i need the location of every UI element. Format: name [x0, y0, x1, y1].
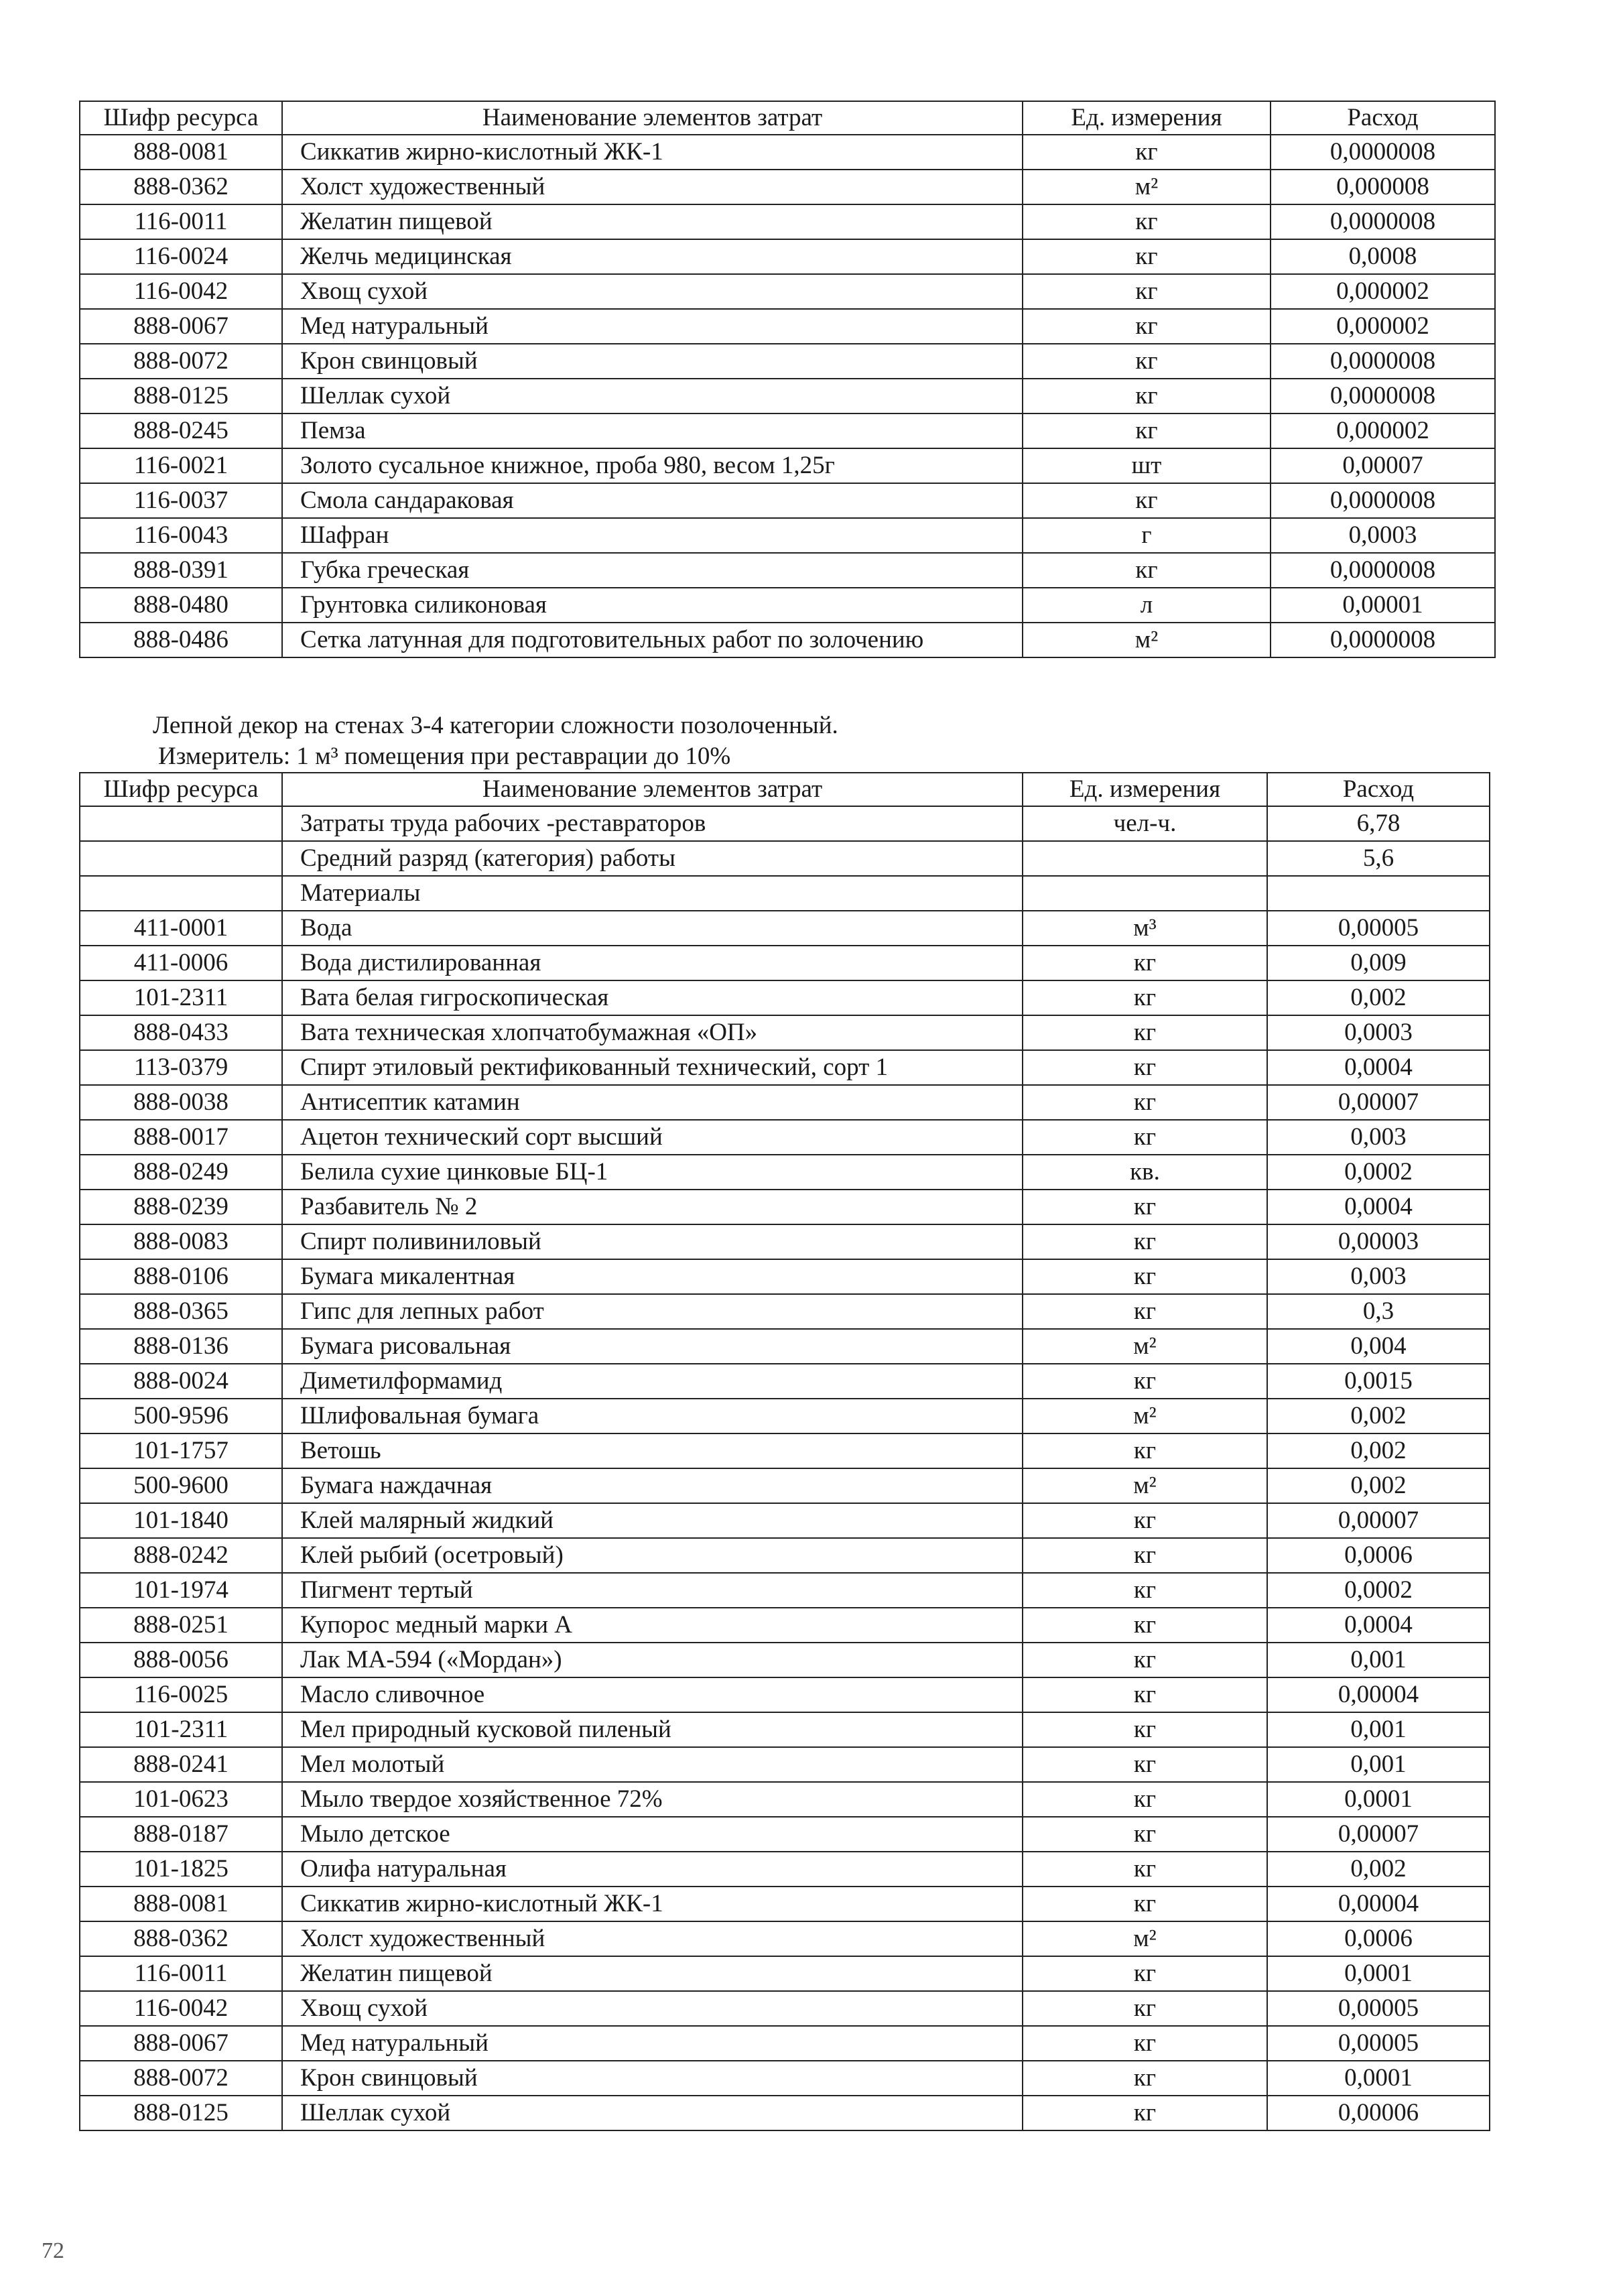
table-row	[80, 2096, 1490, 2130]
table-row	[80, 806, 1490, 841]
table-row	[80, 1433, 1490, 1468]
resource-name-cell: Желатин пищевой	[282, 204, 1023, 239]
amount-cell: 0,002	[1267, 1433, 1490, 1468]
resource-name-cell: Шеллак сухой	[282, 379, 1023, 413]
amount-cell: 0,0004	[1267, 1050, 1490, 1085]
table-row	[80, 344, 1495, 379]
table-row	[80, 1573, 1490, 1608]
table-row	[80, 623, 1495, 657]
resource-name-cell: Мыло твердое хозяйственное 72%	[282, 1782, 1023, 1817]
resource-code-cell: 411-0001	[80, 911, 282, 946]
resource-code-cell: 888-0067	[80, 309, 282, 344]
unit-cell: кг	[1023, 2026, 1267, 2061]
amount-cell: 0,00001	[1271, 588, 1495, 623]
unit-cell: шт	[1023, 448, 1271, 483]
page-number: 72	[42, 2238, 64, 2263]
amount-cell: 0,0006	[1267, 1921, 1490, 1956]
table-row	[80, 588, 1495, 623]
amount-cell: 0,0000008	[1271, 553, 1495, 588]
unit-cell: кг	[1023, 1782, 1267, 1817]
unit-cell: м²	[1023, 1468, 1267, 1503]
resource-code-cell: 116-0021	[80, 448, 282, 483]
table-row	[80, 1015, 1490, 1050]
resource-code-cell: 101-0623	[80, 1782, 282, 1817]
resource-code-cell: 888-0017	[80, 1120, 282, 1155]
resource-code-cell: 888-0067	[80, 2026, 282, 2061]
unit-cell: кг	[1023, 1887, 1267, 1921]
resource-name-cell: Клей рыбий (осетровый)	[282, 1538, 1023, 1573]
resource-code-cell: 888-0072	[80, 2061, 282, 2096]
resource-code-cell: 888-0251	[80, 1608, 282, 1643]
resource-code-cell: 101-1825	[80, 1852, 282, 1887]
amount-cell: 0,0015	[1267, 1364, 1490, 1399]
table-row	[80, 274, 1495, 309]
table-header-row	[80, 101, 1495, 135]
resource-table-1	[79, 101, 1496, 658]
table-row	[80, 1050, 1490, 1085]
header-unit: Ед. измерения	[1023, 773, 1267, 806]
unit-cell: кг	[1023, 1817, 1267, 1852]
header-unit: Ед. измерения	[1023, 101, 1271, 135]
resource-code-cell: 888-0136	[80, 1329, 282, 1364]
amount-cell: 0,3	[1267, 1294, 1490, 1329]
table-row	[80, 483, 1495, 518]
table-row	[80, 1712, 1490, 1747]
table-row	[80, 309, 1495, 344]
unit-cell: кг	[1023, 1085, 1267, 1120]
resource-name-cell: Белила сухие цинковые БЦ-1	[282, 1155, 1023, 1190]
resource-code-cell: 101-1840	[80, 1503, 282, 1538]
unit-cell: кг	[1023, 1190, 1267, 1224]
unit-cell: кг	[1023, 379, 1271, 413]
amount-cell: 0,002	[1267, 1468, 1490, 1503]
unit-cell: л	[1023, 588, 1271, 623]
table-row	[80, 1085, 1490, 1120]
resource-name-cell: Клей малярный жидкий	[282, 1503, 1023, 1538]
unit-cell: кг	[1023, 1364, 1267, 1399]
amount-cell: 0,0001	[1267, 1782, 1490, 1817]
unit-cell: м²	[1023, 1399, 1267, 1433]
unit-cell: кг	[1023, 946, 1267, 980]
resource-name-cell: Хвощ сухой	[282, 1991, 1023, 2026]
resource-name-cell: Олифа натуральная	[282, 1852, 1023, 1887]
resource-name-cell: Желатин пищевой	[282, 1956, 1023, 1991]
resource-name-cell: Антисептик катамин	[282, 1085, 1023, 1120]
table-row	[80, 1956, 1490, 1991]
amount-cell: 0,0008	[1271, 239, 1495, 274]
resource-name-cell: Холст художественный	[282, 170, 1023, 204]
resource-name-cell: Разбавитель № 2	[282, 1190, 1023, 1224]
amount-cell: 0,001	[1267, 1643, 1490, 1677]
resource-name-cell: Затраты труда рабочих -реставраторов	[282, 806, 1023, 841]
amount-cell: 0,000002	[1271, 413, 1495, 448]
unit-cell: кг	[1023, 1120, 1267, 1155]
resource-name-cell: Диметилформамид	[282, 1364, 1023, 1399]
resource-name-cell: Средний разряд (категория) работы	[282, 841, 1023, 876]
resource-table-2	[79, 772, 1490, 2131]
header-name: Наименование элементов затрат	[282, 773, 1023, 806]
resource-name-cell: Грунтовка силиконовая	[282, 588, 1023, 623]
amount-cell: 0,0004	[1267, 1190, 1490, 1224]
resource-code-cell: 888-0024	[80, 1364, 282, 1399]
table-row	[80, 1190, 1490, 1224]
resource-code-cell	[80, 841, 282, 876]
resource-code-cell: 888-0106	[80, 1259, 282, 1294]
table-row	[80, 1817, 1490, 1852]
amount-cell: 0,00007	[1267, 1503, 1490, 1538]
resource-code-cell: 888-0480	[80, 588, 282, 623]
unit-cell: кг	[1023, 1712, 1267, 1747]
resource-name-cell: Вата белая гигроскопическая	[282, 980, 1023, 1015]
table-2-body	[80, 806, 1490, 2130]
resource-name-cell: Бумага микалентная	[282, 1259, 1023, 1294]
table-row	[80, 1120, 1490, 1155]
unit-cell: кг	[1023, 1608, 1267, 1643]
amount-cell: 0,0003	[1267, 1015, 1490, 1050]
resource-code-cell: 888-0125	[80, 379, 282, 413]
table-row	[80, 1921, 1490, 1956]
resource-name-cell: Смола сандараковая	[282, 483, 1023, 518]
table-row	[80, 1608, 1490, 1643]
resource-code-cell: 888-0391	[80, 553, 282, 588]
resource-name-cell: Желчь медицинская	[282, 239, 1023, 274]
table-row	[80, 841, 1490, 876]
unit-cell: м²	[1023, 623, 1271, 657]
resource-code-cell: 116-0011	[80, 1956, 282, 1991]
section-caption: Лепной декор на стенах 3-4 категории сложности позолоченный.	[153, 712, 838, 739]
unit-cell: г	[1023, 518, 1271, 553]
amount-cell: 0,0000008	[1271, 344, 1495, 379]
resource-code-cell: 888-0038	[80, 1085, 282, 1120]
resource-code-cell: 888-0365	[80, 1294, 282, 1329]
resource-name-cell: Материалы	[282, 876, 1023, 911]
table-header-row	[80, 773, 1490, 806]
resource-code-cell: 888-0362	[80, 170, 282, 204]
unit-cell: кг	[1023, 1503, 1267, 1538]
unit-cell: кг	[1023, 1677, 1267, 1712]
unit-cell: кг	[1023, 1852, 1267, 1887]
amount-cell: 0,001	[1267, 1747, 1490, 1782]
resource-code-cell: 116-0042	[80, 274, 282, 309]
table-row	[80, 1468, 1490, 1503]
resource-name-cell: Мед натуральный	[282, 309, 1023, 344]
unit-cell: кг	[1023, 1224, 1267, 1259]
resource-name-cell: Гипс для лепных работ	[282, 1294, 1023, 1329]
table-row	[80, 876, 1490, 911]
header-amount: Расход	[1267, 773, 1490, 806]
resource-code-cell: 101-2311	[80, 980, 282, 1015]
resource-name-cell: Пемза	[282, 413, 1023, 448]
table-row	[80, 204, 1495, 239]
resource-name-cell: Шлифовальная бумага	[282, 1399, 1023, 1433]
unit-cell: кг	[1023, 1015, 1267, 1050]
resource-name-cell: Крон свинцовый	[282, 344, 1023, 379]
amount-cell: 5,6	[1267, 841, 1490, 876]
unit-cell: кг	[1023, 1433, 1267, 1468]
table-row	[80, 413, 1495, 448]
unit-cell: кг	[1023, 1294, 1267, 1329]
unit-cell: кг	[1023, 1643, 1267, 1677]
resource-name-cell: Губка греческая	[282, 553, 1023, 588]
unit-cell: кг	[1023, 1956, 1267, 1991]
unit-cell: кг	[1023, 135, 1271, 170]
table-row	[80, 1155, 1490, 1190]
unit-cell	[1023, 876, 1267, 911]
resource-code-cell: 888-0081	[80, 135, 282, 170]
resource-name-cell: Спирт поливиниловый	[282, 1224, 1023, 1259]
resource-name-cell: Сиккатив жирно-кислотный ЖК-1	[282, 135, 1023, 170]
resource-code-cell	[80, 806, 282, 841]
unit-cell: кг	[1023, 1747, 1267, 1782]
resource-name-cell: Сетка латунная для подготовительных работ по золочению	[282, 623, 1023, 657]
table-row	[80, 1259, 1490, 1294]
unit-cell: кг	[1023, 344, 1271, 379]
resource-code-cell: 888-0362	[80, 1921, 282, 1956]
resource-code-cell	[80, 876, 282, 911]
amount-cell: 0,0001	[1267, 2061, 1490, 2096]
resource-name-cell: Лак МА-594 («Мордан»)	[282, 1643, 1023, 1677]
unit-cell: кг	[1023, 309, 1271, 344]
table-row	[80, 553, 1495, 588]
amount-cell: 0,00005	[1267, 2026, 1490, 2061]
table-row	[80, 518, 1495, 553]
table-row	[80, 2026, 1490, 2061]
amount-cell: 0,0000008	[1271, 623, 1495, 657]
unit-cell: кг	[1023, 2096, 1267, 2130]
table-row	[80, 1329, 1490, 1364]
resource-name-cell: Бумага рисовальная	[282, 1329, 1023, 1364]
table-row	[80, 1782, 1490, 1817]
amount-cell: 0,0006	[1267, 1538, 1490, 1573]
resource-code-cell: 888-0083	[80, 1224, 282, 1259]
unit-cell: кг	[1023, 413, 1271, 448]
amount-cell: 0,00006	[1267, 2096, 1490, 2130]
amount-cell: 0,0004	[1267, 1608, 1490, 1643]
resource-code-cell: 888-0081	[80, 1887, 282, 1921]
amount-cell: 6,78	[1267, 806, 1490, 841]
table-row	[80, 1224, 1490, 1259]
measurement-unit-caption: Измеритель: 1 м³ помещения при реставрации до 10%	[158, 743, 731, 770]
unit-cell: кг	[1023, 553, 1271, 588]
resource-code-cell: 888-0239	[80, 1190, 282, 1224]
unit-cell: кг	[1023, 274, 1271, 309]
resource-code-cell: 888-0433	[80, 1015, 282, 1050]
resource-code-cell: 101-2311	[80, 1712, 282, 1747]
resource-code-cell: 116-0042	[80, 1991, 282, 2026]
amount-cell: 0,00005	[1267, 911, 1490, 946]
resource-name-cell: Вода	[282, 911, 1023, 946]
unit-cell: кг	[1023, 980, 1267, 1015]
resource-name-cell: Пигмент тертый	[282, 1573, 1023, 1608]
resource-name-cell: Шафран	[282, 518, 1023, 553]
unit-cell: кг	[1023, 1991, 1267, 2026]
table-row	[80, 946, 1490, 980]
resource-code-cell: 888-0241	[80, 1747, 282, 1782]
resource-code-cell: 101-1974	[80, 1573, 282, 1608]
resource-code-cell: 116-0024	[80, 239, 282, 274]
table-row	[80, 1991, 1490, 2026]
table-row	[80, 2061, 1490, 2096]
amount-cell: 0,009	[1267, 946, 1490, 980]
amount-cell: 0,001	[1267, 1712, 1490, 1747]
resource-code-cell: 888-0187	[80, 1817, 282, 1852]
table-row	[80, 239, 1495, 274]
resource-name-cell: Мел природный кусковой пиленый	[282, 1712, 1023, 1747]
resource-code-cell: 116-0025	[80, 1677, 282, 1712]
amount-cell: 0,0000008	[1271, 135, 1495, 170]
resource-code-cell: 113-0379	[80, 1050, 282, 1085]
unit-cell: кг	[1023, 1573, 1267, 1608]
resource-name-cell: Ацетон технический сорт высший	[282, 1120, 1023, 1155]
table-row	[80, 1294, 1490, 1329]
amount-cell: 0,000008	[1271, 170, 1495, 204]
resource-code-cell: 116-0043	[80, 518, 282, 553]
resource-code-cell: 888-0072	[80, 344, 282, 379]
resource-name-cell: Сиккатив жирно-кислотный ЖК-1	[282, 1887, 1023, 1921]
header-code: Шифр ресурса	[80, 101, 282, 135]
table-row	[80, 911, 1490, 946]
amount-cell: 0,003	[1267, 1120, 1490, 1155]
resource-code-cell: 411-0006	[80, 946, 282, 980]
resource-code-cell: 101-1757	[80, 1433, 282, 1468]
amount-cell: 0,002	[1267, 1399, 1490, 1433]
amount-cell: 0,00007	[1267, 1817, 1490, 1852]
unit-cell: м²	[1023, 1329, 1267, 1364]
amount-cell: 0,00004	[1267, 1677, 1490, 1712]
resource-code-cell: 888-0125	[80, 2096, 282, 2130]
table-row	[80, 1538, 1490, 1573]
resource-name-cell: Масло сливочное	[282, 1677, 1023, 1712]
resource-name-cell: Крон свинцовый	[282, 2061, 1023, 2096]
amount-cell: 0,004	[1267, 1329, 1490, 1364]
amount-cell: 0,0000008	[1271, 379, 1495, 413]
table-row	[80, 379, 1495, 413]
unit-cell: кг	[1023, 204, 1271, 239]
resource-code-cell: 116-0037	[80, 483, 282, 518]
unit-cell	[1023, 841, 1267, 876]
amount-cell: 0,0001	[1267, 1956, 1490, 1991]
header-name: Наименование элементов затрат	[282, 101, 1023, 135]
table-row	[80, 1643, 1490, 1677]
header-code: Шифр ресурса	[80, 773, 282, 806]
amount-cell: 0,00007	[1271, 448, 1495, 483]
resource-name-cell: Бумага наждачная	[282, 1468, 1023, 1503]
table-row	[80, 170, 1495, 204]
amount-cell: 0,00005	[1267, 1991, 1490, 2026]
amount-cell: 0,003	[1267, 1259, 1490, 1294]
resource-name-cell: Холст художественный	[282, 1921, 1023, 1956]
amount-cell: 0,0002	[1267, 1573, 1490, 1608]
resource-code-cell: 888-0245	[80, 413, 282, 448]
amount-cell: 0,000002	[1271, 309, 1495, 344]
resource-name-cell: Мыло детское	[282, 1817, 1023, 1852]
resource-name-cell: Шеллак сухой	[282, 2096, 1023, 2130]
resource-name-cell: Вата техническая хлопчатобумажная «ОП»	[282, 1015, 1023, 1050]
table-row	[80, 1677, 1490, 1712]
resource-name-cell: Хвощ сухой	[282, 274, 1023, 309]
amount-cell: 0,00007	[1267, 1085, 1490, 1120]
amount-cell: 0,002	[1267, 1852, 1490, 1887]
unit-cell: кг	[1023, 2061, 1267, 2096]
resource-name-cell: Купорос медный марки А	[282, 1608, 1023, 1643]
resource-name-cell: Золото сусальное книжное, проба 980, весом 1,25г	[282, 448, 1023, 483]
resource-code-cell: 888-0242	[80, 1538, 282, 1573]
unit-cell: кг	[1023, 1538, 1267, 1573]
amount-cell: 0,002	[1267, 980, 1490, 1015]
table-row	[80, 1364, 1490, 1399]
unit-cell: кг	[1023, 1050, 1267, 1085]
table-row	[80, 448, 1495, 483]
amount-cell	[1267, 876, 1490, 911]
unit-cell: м²	[1023, 1921, 1267, 1956]
amount-cell: 0,000002	[1271, 274, 1495, 309]
unit-cell: чел-ч.	[1023, 806, 1267, 841]
resource-name-cell: Спирт этиловый ректификованный технический, сорт 1	[282, 1050, 1023, 1085]
amount-cell: 0,0002	[1267, 1155, 1490, 1190]
resource-name-cell: Вода дистилированная	[282, 946, 1023, 980]
resource-code-cell: 116-0011	[80, 204, 282, 239]
resource-code-cell: 500-9600	[80, 1468, 282, 1503]
amount-cell: 0,0000008	[1271, 483, 1495, 518]
table-row	[80, 980, 1490, 1015]
resource-code-cell: 888-0486	[80, 623, 282, 657]
unit-cell: кг	[1023, 483, 1271, 518]
unit-cell: кг	[1023, 1259, 1267, 1294]
resource-name-cell: Ветошь	[282, 1433, 1023, 1468]
table-1-body	[80, 135, 1495, 657]
amount-cell: 0,0000008	[1271, 204, 1495, 239]
table-row	[80, 1887, 1490, 1921]
resource-code-cell: 500-9596	[80, 1399, 282, 1433]
resource-code-cell: 888-0056	[80, 1643, 282, 1677]
table-row	[80, 1747, 1490, 1782]
amount-cell: 0,0003	[1271, 518, 1495, 553]
table-row	[80, 1503, 1490, 1538]
resource-code-cell: 888-0249	[80, 1155, 282, 1190]
resource-name-cell: Мед натуральный	[282, 2026, 1023, 2061]
resource-name-cell: Мел молотый	[282, 1747, 1023, 1782]
table-row	[80, 1852, 1490, 1887]
table-row	[80, 135, 1495, 170]
unit-cell: кг	[1023, 239, 1271, 274]
amount-cell: 0,00004	[1267, 1887, 1490, 1921]
unit-cell: м³	[1023, 911, 1267, 946]
amount-cell: 0,00003	[1267, 1224, 1490, 1259]
header-amount: Расход	[1271, 101, 1495, 135]
table-row	[80, 1399, 1490, 1433]
unit-cell: кв.	[1023, 1155, 1267, 1190]
unit-cell: м²	[1023, 170, 1271, 204]
